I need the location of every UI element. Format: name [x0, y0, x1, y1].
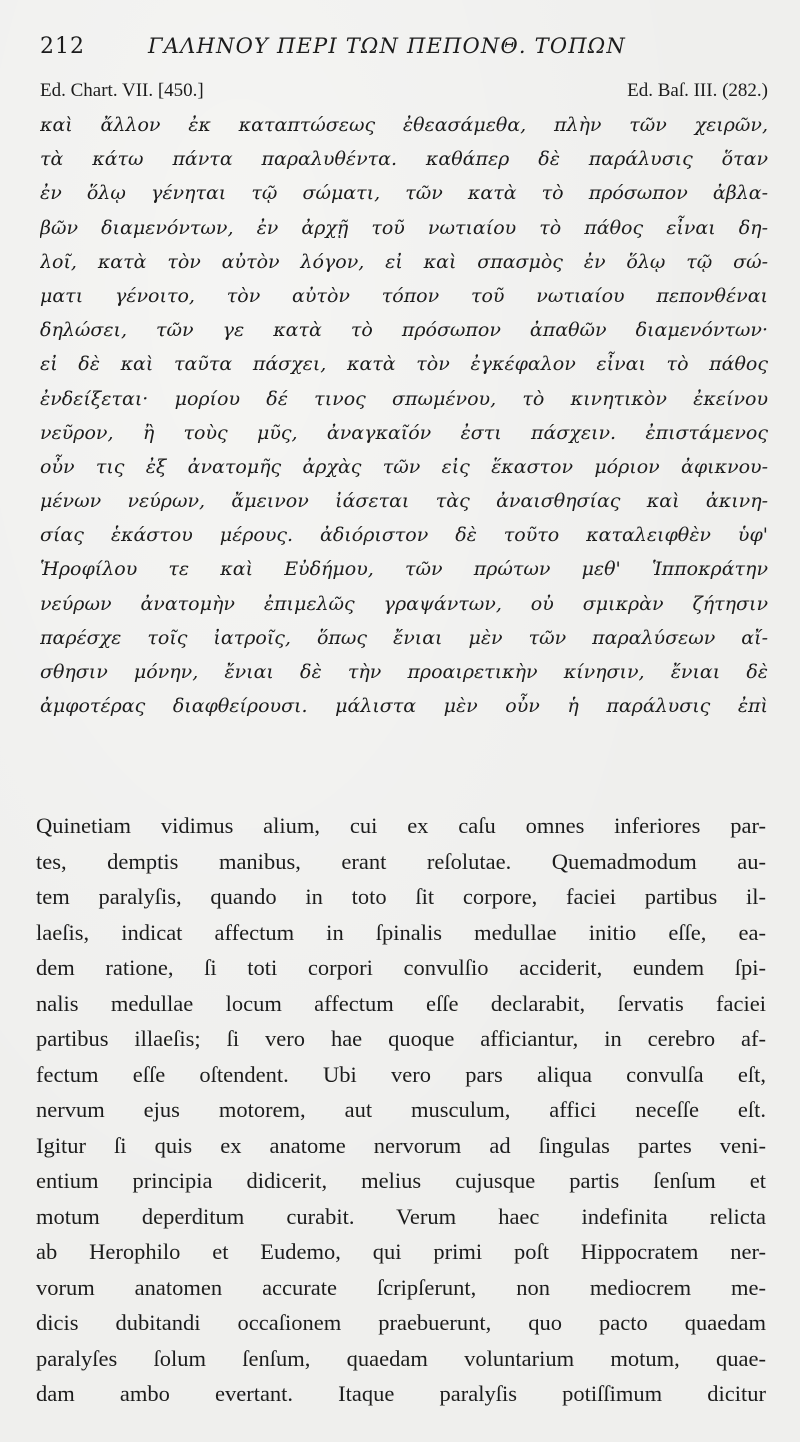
- greek-text-line: ἐνδείξεται· μορίου δέ τινος σπωμένου, τὸ κινητικὸν ἐκείνου: [40, 387, 768, 410]
- latin-text-block: [36, 808, 766, 1412]
- latin-text-line: vorum anatomen accurate ſcripſerunt, non mediocrem me-: [36, 1274, 766, 1300]
- greek-text-line: μένων νεύρων, ἄμεινον ἰάσεται τὰς ἀναισθησίας καὶ ἀκινη-: [40, 490, 768, 513]
- greek-text-line: βῶν διαμενόντων, ἐν ἀρχῇ τοῦ νωτιαίου τὸ πάθος εἶναι δη-: [40, 216, 768, 239]
- greek-text-line: λοῖ, κατὰ τὸν αὐτὸν λόγον, εἰ καὶ σπασμὸς ἐν ὅλῳ τῷ σώ-: [40, 250, 768, 273]
- greek-text-line: τὰ κάτω πάντα παραλυθέντα. καθάπερ δὲ παράλυσις ὅταν: [40, 148, 768, 171]
- latin-text-line: dam ambo evertant. Itaque paralyſis potiſſimum dicitur: [36, 1381, 766, 1406]
- edition-reference-line: [40, 80, 768, 108]
- latin-text-line: laeſis, indicat affectum in ſpinalis medullae initio eſſe, ea-: [36, 919, 766, 945]
- latin-text-line: nalis medullae locum affectum eſſe declarabit, ſervatis faciei: [36, 990, 766, 1016]
- greek-text-line: ἐν ὅλῳ γένηται τῷ σώματι, τῶν κατὰ τὸ πρόσωπον ἀβλα-: [40, 182, 768, 205]
- latin-text-line: motum deperditum curabit. Verum haec indefinita relicta: [36, 1203, 766, 1229]
- latin-text-line: fectum eſſe oſtendent. Ubi vero pars aliqua convulſa eſt,: [36, 1061, 766, 1087]
- latin-text-line: tes, demptis manibus, erant reſolutae. Quemadmodum au-: [36, 848, 766, 874]
- latin-text-line: dicis dubitandi occaſionem praebuerunt, quo pacto quaedam: [36, 1310, 766, 1335]
- edition-reference-chartier: Ed. Chart. VII. [450.]: [40, 80, 204, 101]
- latin-text-line: ab Herophilo et Eudemo, qui primi poſt Hippocratem ner-: [36, 1239, 766, 1264]
- latin-text-line: Igitur ſi quis ex anatome nervorum ad ſingulas partes veni-: [36, 1132, 766, 1158]
- greek-text-line: δηλώσει, τῶν γε κατὰ τὸ πρόσωπον ἀπαθῶν διαμενόντων·: [40, 319, 768, 342]
- greek-text-block: [40, 108, 768, 723]
- running-head-title: ΓΑΛΗΝΟΥ ΠΕΡΙ ΤΩΝ ΠΕΠΟΝΘ. ΤΟΠΩΝ: [148, 34, 626, 58]
- greek-text-line: σίας ἑκάστου μέρους. ἀδιόριστον δὲ τοῦτο καταλειφθὲν ὑφ': [40, 524, 768, 547]
- greek-text-line: ἀμφοτέρας διαφθείρουσι. μάλιστα μὲν οὖν ἡ παράλυσις ἐπὶ: [40, 695, 768, 718]
- running-head: [40, 28, 780, 68]
- greek-text-line: Ἡροφίλου τε καὶ Εὐδήμου, τῶν πρώτων μεθ' Ἱπποκράτην: [40, 558, 768, 581]
- greek-text-line: παρέσχε τοῖς ἰατροῖς, ὅπως ἔνιαι μὲν τῶν παραλύσεων αἴ-: [40, 626, 768, 649]
- edition-reference-basel: Ed. Baſ. III. (282.): [627, 80, 768, 101]
- greek-text-line: ματι γένοιτο, τὸν αὐτὸν τόπον τοῦ νωτιαίου πεπονθέναι: [40, 284, 768, 307]
- greek-text-line: καὶ ἄλλον ἐκ καταπτώσεως ἐθεασάμεθα, πλὴν τῶν χειρῶν,: [40, 114, 768, 136]
- latin-text-line: partibus illaeſis; ſi vero hae quoque afficiantur, in cerebro af-: [36, 1026, 766, 1051]
- latin-text-line: dem ratione, ſi toti corpori convulſio acciderit, eundem ſpi-: [36, 955, 766, 980]
- latin-text-line: paralyſes ſolum ſenſum, quaedam voluntarium motum, quae-: [36, 1345, 766, 1371]
- latin-text-line: tem paralyſis, quando in toto ſit corpore, faciei partibus il-: [36, 884, 766, 909]
- greek-text-line: εἰ δὲ καὶ ταῦτα πάσχει, κατὰ τὸν ἐγκέφαλον εἶναι τὸ πάθος: [40, 353, 768, 376]
- latin-text-line: nervum ejus motorem, aut musculum, affici neceſſe eſt.: [36, 1097, 766, 1122]
- greek-text-line: οὖν τις ἐξ ἀνατομῆς ἀρχὰς τῶν εἰς ἕκαστον μόριον ἀφικνου-: [40, 455, 768, 478]
- latin-text-line: entium principia didicerit, melius cujusque partis ſenſum et: [36, 1168, 766, 1193]
- greek-text-line: νεῦρον, ἢ τοὺς μῦς, ἀναγκαῖόν ἐστι πάσχειν. ἐπιστάμενος: [40, 421, 768, 444]
- page-number: 212: [40, 34, 85, 59]
- greek-text-line: νεύρων ἀνατομὴν ἐπιμελῶς γραψάντων, οὐ σμικρὰν ζήτησιν: [40, 592, 768, 615]
- latin-text-line: Quinetiam vidimus alium, cui ex caſu omnes inferiores par-: [36, 813, 766, 838]
- greek-text-line: σθησιν μόνην, ἔνιαι δὲ τὴν προαιρετικὴν κίνησιν, ἔνιαι δὲ: [40, 661, 768, 683]
